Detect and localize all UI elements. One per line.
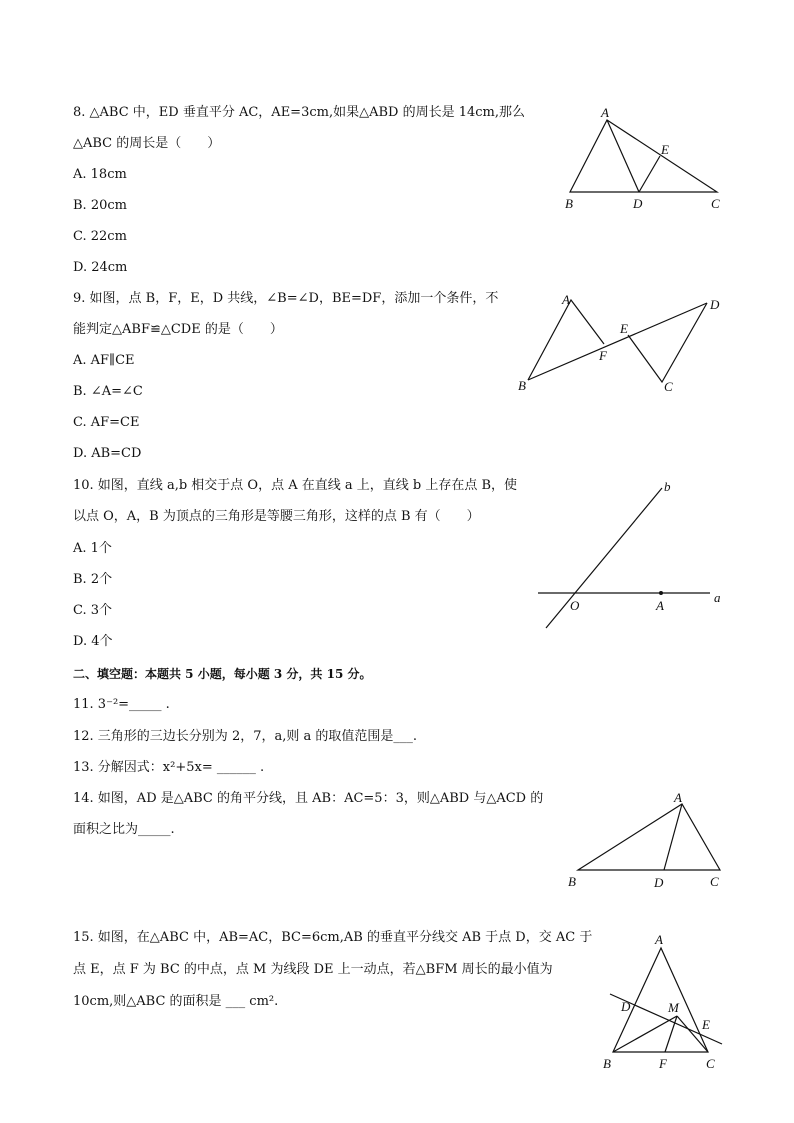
q15-label-e: E [702,1017,710,1032]
q14-label-c: C [710,874,719,889]
q14-figure [560,790,735,890]
q9-line-bd [528,303,707,380]
q15-stem-line2: 点 E，点 F 为 BC 的中点，点 M 为线段 DE 上一动点，若△BFM 周长的最小值为 [73,962,553,977]
q9-label-e: E [620,321,628,336]
q12: 12. 三角形的三边长分别为 2，7，a,则 a 的取值范围是___. [73,729,418,744]
q10-label-a: A [656,598,664,613]
q15-label-f: F [659,1056,667,1071]
q9-label-c: C [664,379,673,394]
q8-option-d: D. 24cm [73,260,128,275]
q10-option-d: D. 4个 [73,634,113,649]
q15-label-c: C [706,1056,715,1071]
q8-triangle-abc [570,120,717,192]
q14-stem-line1: 14. 如图，AD 是△ABC 的角平分线，且 AB：AC=5：3，则△ABD 与△ACD 的 [73,791,544,806]
q14-label-d: D [654,875,664,890]
q8-option-c: C. 22cm [73,229,127,244]
q15-label-d: D [621,999,631,1014]
q8-stem-line1: 8. △ABC 中，ED 垂直平分 AC，AE=3cm,如果△ABD 的周长是 14cm,那么 [73,105,525,120]
q9-option-c: C. AF=CE [73,415,140,430]
q9-stem-line1: 9. 如图，点 B，F，E，D 共线，∠B=∠D，BE=DF，添加一个条件，不 [73,291,499,306]
q8-option-a: A. 18cm [73,167,127,182]
q15-stem-line1: 15. 如图，在△ABC 中，AB=AC，BC=6cm,AB 的垂直平分线交 AB 于点 D，交 AC 于 [73,930,593,945]
q10-option-c: C. 3个 [73,603,113,618]
q9-label-d: D [710,297,720,312]
q15-stem-line3: 10cm,则△ABC 的面积是 ___ cm². [73,994,279,1009]
q9-label-a: A [562,292,570,307]
q13: 13. 分解因式：x²+5x= ______ . [73,760,265,775]
q8-segment-de [639,156,660,192]
q9-option-b: B. ∠A=∠C [73,384,143,399]
q10-label-line-b: b [664,479,671,494]
q10-figure [530,475,730,635]
q15-label-m: M [668,1000,679,1015]
q9-path-d-c-e [628,303,707,382]
q14-stem-line2: 面积之比为_____. [73,822,175,837]
q8-label-a: A [601,105,609,120]
q8-label-e: E [661,142,669,157]
q9-figure [510,290,730,400]
q10-line-b [546,488,662,628]
q11: 11. 3⁻²=_____ . [73,697,170,712]
q10-option-a: A. 1个 [73,541,112,556]
q10-label-line-a: a [714,590,721,605]
q14-label-a: A [674,790,682,805]
q9-stem-line2: 能判定△ABF≌△CDE 的是（ ） [73,322,283,337]
q8-label-c: C [711,196,720,211]
q10-stem-line2: 以点 O，A，B 为顶点的三角形是等腰三角形，这样的点 B 有（ ） [73,509,480,524]
q8-option-b: B. 20cm [73,198,127,213]
q14-label-b: B [568,874,576,889]
q9-option-a: A. AF∥CE [73,353,135,368]
q9-label-b: B [518,378,526,393]
q15-label-b: B [603,1056,611,1071]
q14-triangle-abc [578,804,720,870]
q8-label-d: D [633,196,643,211]
q15-figure [595,930,730,1075]
q9-label-f: F [599,348,607,363]
section-fill-in-heading: 二、填空题：本题共 5 小题，每小题 3 分，共 15 分。 [73,667,372,681]
q8-label-b: B [565,196,573,211]
q10-point-a [659,591,663,595]
q15-label-a: A [655,932,663,947]
q10-label-o: O [570,598,580,613]
q10-option-b: B. 2个 [73,572,113,587]
q8-stem-line2: △ABC 的周长是（ ） [73,136,221,151]
q10-stem-line1: 10. 如图，直线 a,b 相交于点 O，点 A 在直线 a 上，直线 b 上存在点 B，使 [73,478,518,493]
q9-path-b-a-f [528,300,604,380]
q9-option-d: D. AB=CD [73,446,142,461]
q8-figure [555,100,735,215]
